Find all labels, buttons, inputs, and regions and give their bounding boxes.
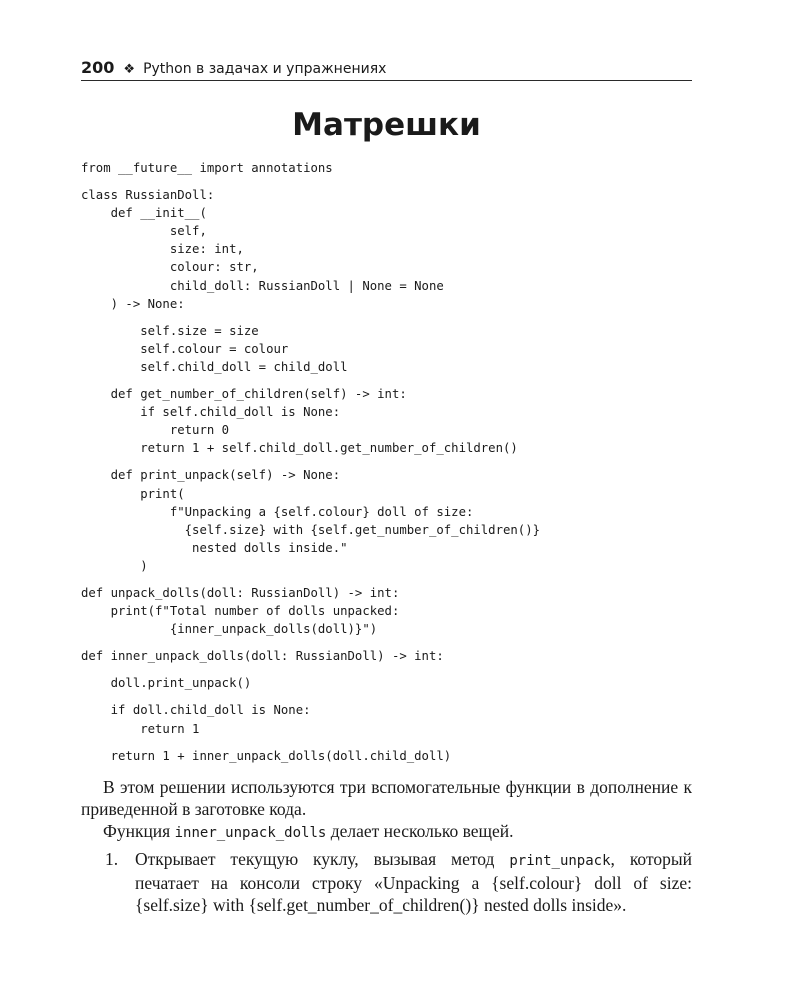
list-item xyxy=(81,848,692,916)
code-line: from __future__ import annotations xyxy=(81,161,333,175)
code-blank-line xyxy=(81,738,540,747)
page-number: 200 xyxy=(81,58,115,77)
book-title: Python в задачах и упражнениях xyxy=(143,61,387,77)
code-line: size: int, xyxy=(81,242,244,257)
code-blank-line xyxy=(81,457,540,466)
code-blank-line xyxy=(81,575,540,584)
code-line: self.child_doll = child_doll xyxy=(81,359,348,374)
code-line: def print_unpack(self) -> None: xyxy=(81,468,341,483)
code-line: {inner_unpack_dolls(doll)}") xyxy=(81,622,378,637)
code-line: nested dolls inside." xyxy=(81,540,348,555)
list-marker: 1. xyxy=(105,849,119,869)
code-line: return 0 xyxy=(81,423,230,438)
code-blank-line xyxy=(81,177,540,186)
code-line: self, xyxy=(81,224,207,239)
body-text xyxy=(81,776,692,916)
code-line: if doll.child_doll is None: xyxy=(81,703,311,718)
paragraph-text: делает несколько вещей. xyxy=(326,821,514,841)
code-line: self.size = size xyxy=(81,323,259,338)
code-line: f"Unpacking a {self.colour} doll of size: xyxy=(81,504,474,519)
code-line: def __init__( xyxy=(81,206,207,221)
running-header xyxy=(81,56,692,81)
list-text: Открывает текущую куклу, вызывая метод xyxy=(135,849,510,869)
page-title: Матрешки xyxy=(292,107,481,143)
inline-code: print_unpack xyxy=(509,853,611,869)
code-line: self.colour = colour xyxy=(81,341,289,356)
paragraph-intro: В этом решении используются три вспомогательные функции в дополнение к приведенной в заготовке кода. xyxy=(81,777,692,819)
code-blank-line xyxy=(81,665,540,674)
code-line: print( xyxy=(81,486,185,501)
code-line: def inner_unpack_dolls(doll: RussianDoll) -> int: xyxy=(81,649,444,664)
code-blank-line xyxy=(81,692,540,701)
code-line: doll.print_unpack() xyxy=(81,676,252,691)
code-line: colour: str, xyxy=(81,260,259,275)
code-line: return 1 + self.child_doll.get_number_of_children() xyxy=(81,441,518,456)
code-blank-line xyxy=(81,313,540,322)
code-line: {self.size} with {self.get_number_of_children()} xyxy=(81,522,541,537)
code-line: return 1 xyxy=(81,721,200,736)
code-line: if self.child_doll is None: xyxy=(81,405,341,420)
list-text: , который печатает на консоли строку «Unpacking a {self.colour} doll of size: {self.size} with {self.get_number_of_children()} nested dolls inside». xyxy=(135,849,692,915)
code-blank-line xyxy=(81,376,540,385)
diamond-separator-icon: ❖ xyxy=(123,62,136,77)
code-line: class RussianDoll: xyxy=(81,188,215,203)
code-line: child_doll: RussianDoll | None = None xyxy=(81,278,444,293)
code-line: ) xyxy=(81,558,148,573)
numbered-list xyxy=(81,848,692,916)
paragraph-text: Функция xyxy=(103,821,175,841)
code-line: def get_number_of_children(self) -> int: xyxy=(81,387,407,402)
paragraph-function xyxy=(81,820,692,844)
code-blank-line xyxy=(81,638,540,647)
inline-code: inner_unpack_dolls xyxy=(174,825,327,841)
code-line: ) -> None: xyxy=(81,296,185,311)
code-line: def unpack_dolls(doll: RussianDoll) -> int: xyxy=(81,585,400,600)
code-line: print(f"Total number of dolls unpacked: xyxy=(81,604,400,619)
code-listing xyxy=(81,159,540,765)
code-line: return 1 + inner_unpack_dolls(doll.child_doll) xyxy=(81,748,452,763)
